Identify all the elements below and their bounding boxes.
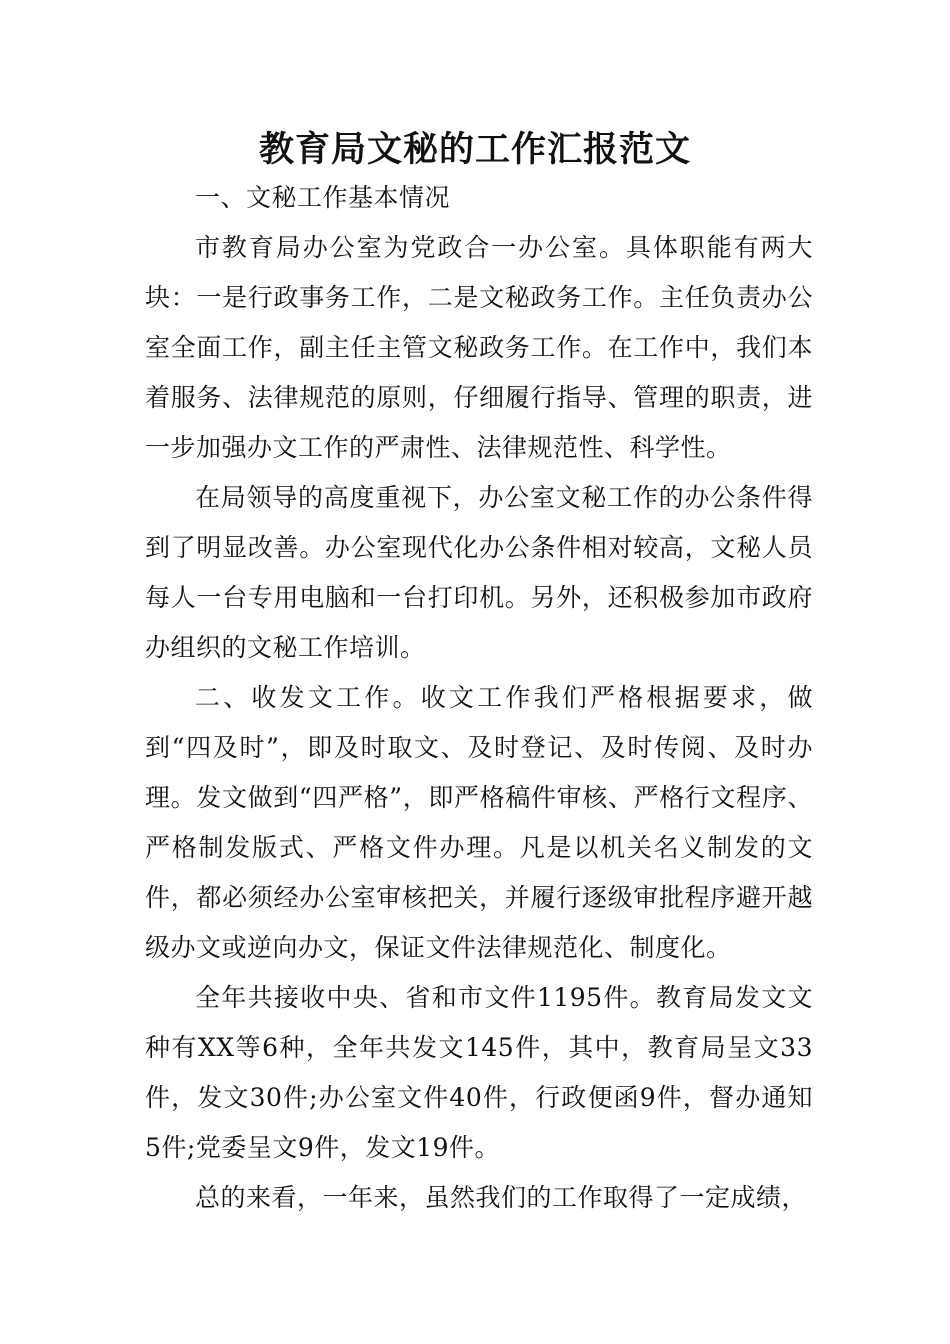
document-body (145, 173, 813, 1223)
paragraph-office-conditions: 在局领导的高度重视下，办公室文秘工作的办公条件得到了明显改善。办公室现代化办公条件相对较高，文秘人员每人一台专用电脑和一台打印机。另外，还积极参加市政府办组织的文秘工作培训。 (145, 483, 813, 662)
document-title: 教育局文秘的工作汇报范文 (258, 130, 691, 170)
section-heading-basic-situation: 一、文秘工作基本情况 (195, 183, 451, 212)
paragraph-office-functions: 市教育局办公室为党政合一办公室。具体职能有两大块：一是行政事务工作，二是文秘政务工作。主任负责办公室全面工作，副主任主管文秘政务工作。在工作中，我们本着服务、法律规范的原则，仔细履行指导、管理的职责，进一步加强办文工作的严肃性、法律规范性、科学性。 (145, 233, 813, 462)
paragraph-annual-statistics: 全年共接收中央、省和市文件1195件。教育局发文文种有XX等6种，全年共发文145件，其中，教育局呈文33件，发文30件;办公室文件40件，行政便函9件，督办通知5件;党委呈文9件，发文19件。 (145, 983, 813, 1162)
paragraph-summary: 总的来看，一年来，虽然我们的工作取得了一定成绩， (195, 1183, 808, 1212)
paragraph-document-handling: 二、收发文工作。收文工作我们严格根据要求，做到“四及时”，即及时取文、及时登记、及时传阅、及时办理。发文做到“四严格”，即严格稿件审核、严格行文程序、严格制发版式、严格文件办理。凡是以机关名义制发的文件，都必须经办公室审核把关，并履行逐级审批程序避开越级办文或逆向办文，保证文件法律规范化、制度化。 (145, 683, 813, 962)
